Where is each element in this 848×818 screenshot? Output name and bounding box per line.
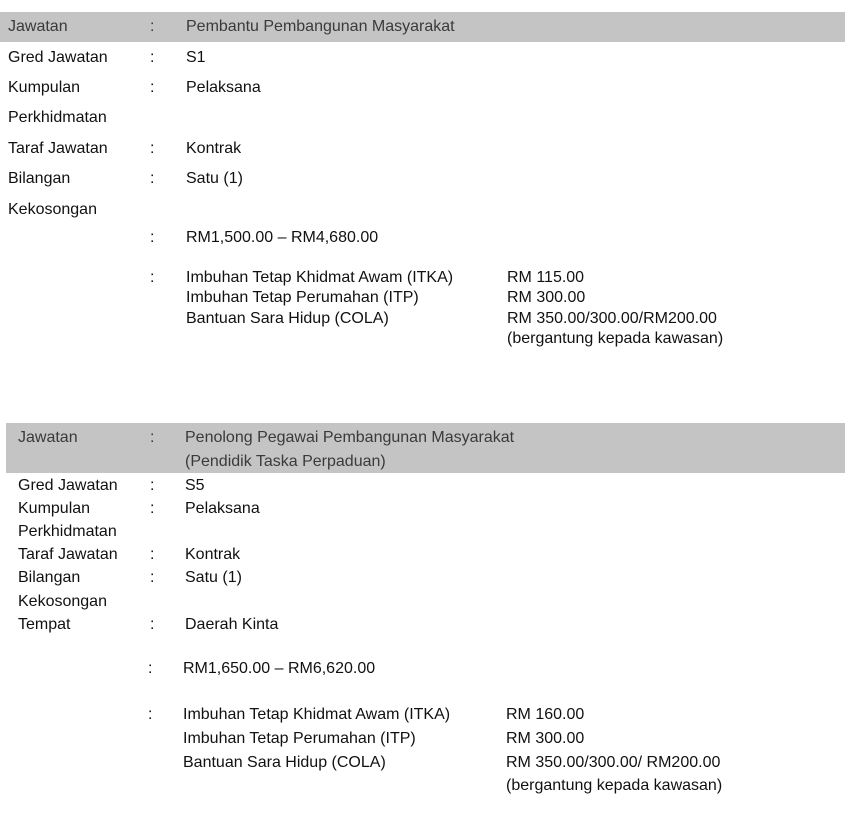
allowance-amount: RM 115.00: [507, 269, 585, 286]
separator: :: [150, 79, 155, 96]
separator: :: [150, 500, 155, 517]
separator: :: [150, 229, 155, 246]
allowance-name: Imbuhan Tetap Khidmat Awam (ITKA): [183, 706, 451, 723]
status-value: Kontrak: [185, 546, 241, 563]
service-group-label-line2: Perkhidmatan: [18, 523, 117, 540]
service-group-label-line2: Perkhidmatan: [8, 109, 107, 126]
vacancy-label: Bilangan: [18, 569, 81, 586]
service-group-label: Kumpulan: [18, 500, 91, 517]
salary-range: RM1,650.00 – RM6,620.00: [183, 660, 376, 677]
allowance-name: Bantuan Sara Hidup (COLA): [186, 310, 389, 327]
service-group-label: Kumpulan: [8, 79, 81, 96]
vacancy-value: Satu (1): [185, 569, 242, 586]
separator: :: [150, 170, 155, 187]
allowance-amount: RM 350.00/300.00/RM200.00: [507, 310, 717, 327]
separator: :: [150, 546, 155, 563]
vacancy-label-line2: Kekosongan: [18, 593, 107, 610]
allowance-amount: RM 300.00: [506, 730, 585, 747]
separator: :: [148, 660, 153, 677]
grade-label: Gred Jawatan: [18, 477, 118, 494]
job-title-subtitle: (Pendidik Taska Perpaduan): [185, 453, 386, 470]
grade-value: S5: [185, 477, 205, 494]
salary-range: RM1,500.00 – RM4,680.00: [186, 229, 379, 246]
vacancy-value: Satu (1): [186, 170, 243, 187]
allowance-amount: RM 160.00: [506, 706, 585, 723]
service-group-value: Pelaksana: [186, 79, 261, 96]
allowance-name: Imbuhan Tetap Khidmat Awam (ITKA): [186, 269, 454, 286]
separator: :: [148, 706, 153, 723]
allowance-name: Imbuhan Tetap Perumahan (ITP): [186, 289, 419, 306]
allowance-note: (bergantung kepada kawasan): [506, 777, 723, 794]
allowance-amount: RM 350.00/300.00/ RM200.00: [506, 754, 721, 771]
job-title: Pembantu Pembangunan Masyarakat: [186, 18, 455, 35]
allowance-name: Imbuhan Tetap Perumahan (ITP): [183, 730, 416, 747]
header-label: Jawatan: [18, 429, 78, 446]
vacancy-label-line2: Kekosongan: [8, 201, 97, 218]
separator: :: [150, 18, 155, 35]
separator: :: [150, 49, 155, 66]
job-header-2: [6, 423, 845, 473]
status-value: Kontrak: [186, 140, 242, 157]
separator: :: [150, 616, 155, 633]
separator: :: [150, 477, 155, 494]
service-group-value: Pelaksana: [185, 500, 260, 517]
separator: :: [150, 569, 155, 586]
status-label: Taraf Jawatan: [18, 546, 118, 563]
allowance-name: Bantuan Sara Hidup (COLA): [183, 754, 386, 771]
status-label: Taraf Jawatan: [8, 140, 108, 157]
separator: :: [150, 269, 155, 286]
allowance-amount: RM 300.00: [507, 289, 586, 306]
job-title: Penolong Pegawai Pembangunan Masyarakat: [185, 429, 515, 446]
grade-value: S1: [186, 49, 206, 66]
grade-label: Gred Jawatan: [8, 49, 108, 66]
job-header-1: [0, 12, 845, 42]
location-label: Tempat: [18, 616, 71, 633]
header-label: Jawatan: [8, 18, 68, 35]
location-value: Daerah Kinta: [185, 616, 279, 633]
vacancy-label: Bilangan: [8, 170, 71, 187]
separator: :: [150, 140, 155, 157]
allowance-note: (bergantung kepada kawasan): [507, 330, 724, 347]
separator: :: [150, 429, 155, 446]
